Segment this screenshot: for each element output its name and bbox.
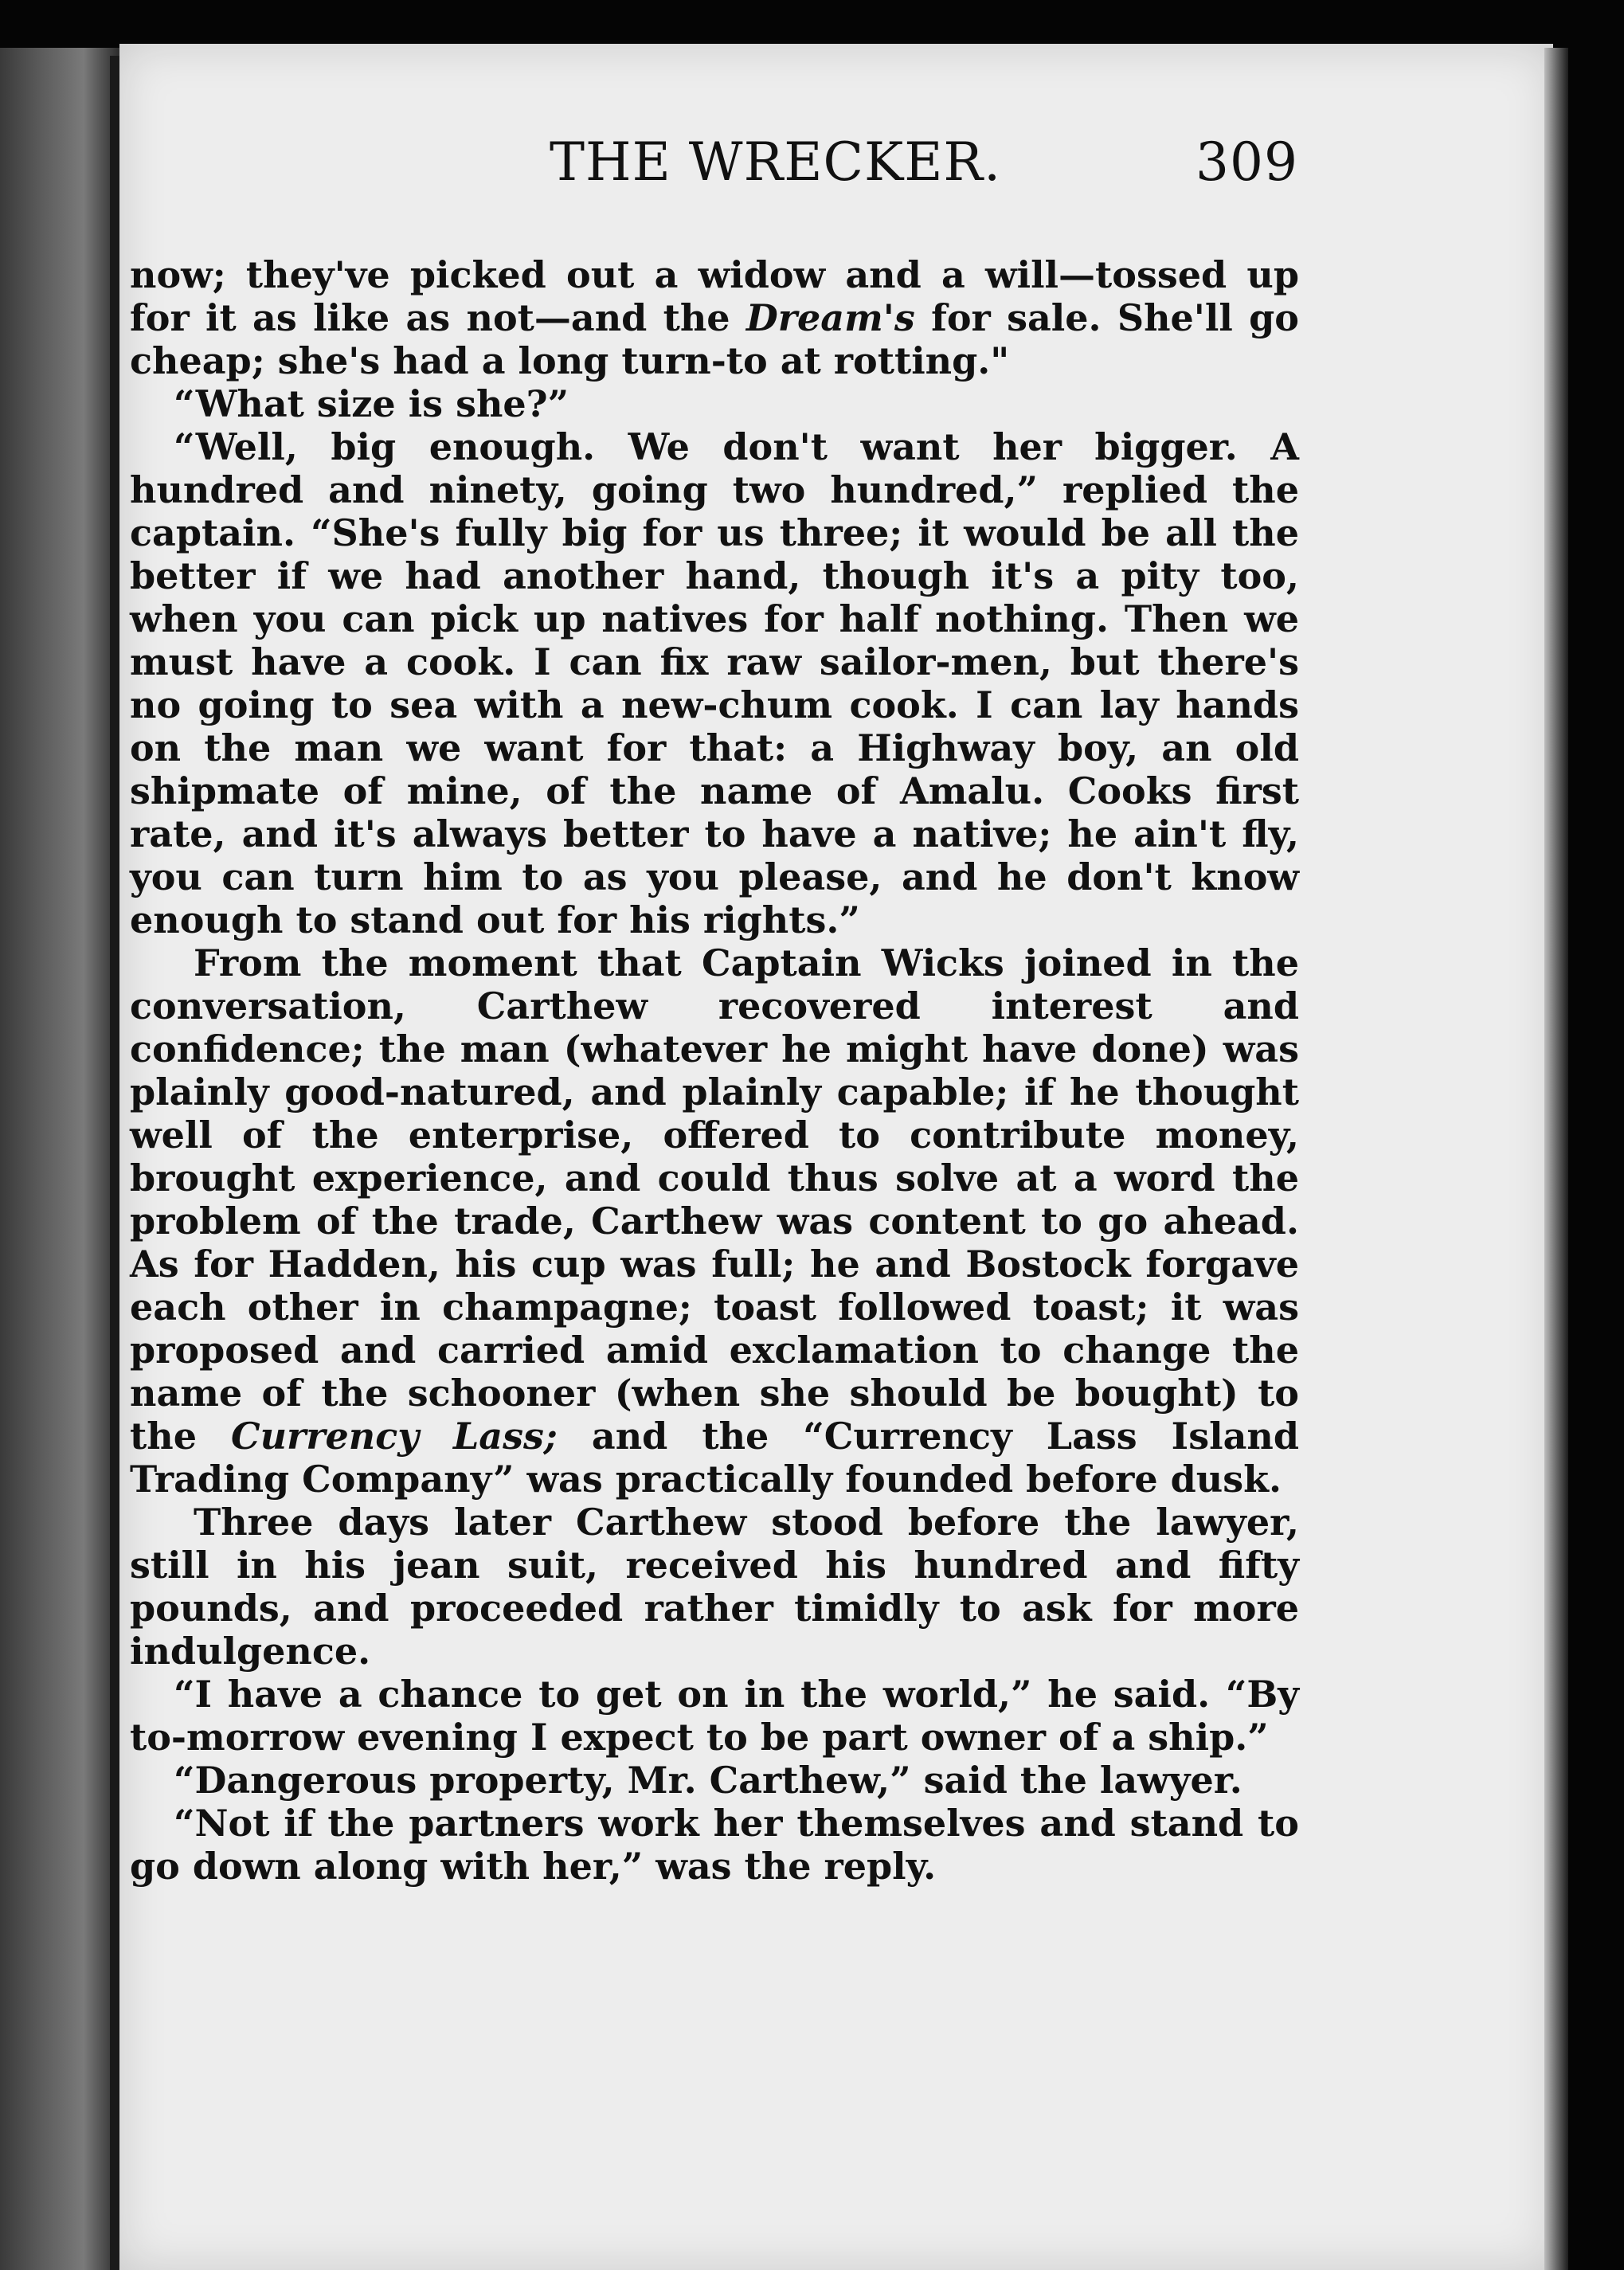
- paragraph-2: “What size is she?”: [174, 382, 569, 425]
- paragraph-8: “Not if the partners work her themselves and stand to go down along with her,” was the reply.: [130, 1802, 1299, 1888]
- paragraph-4-text-b: and the “Currency Lass Island Trading Company” was practically founded before dusk.: [130, 1415, 1299, 1501]
- paragraph-6: “I have a chance to get on in the world,” he said. “By to-morrow evening I expect to be part owner of a ship.”: [130, 1673, 1299, 1759]
- body-text: [130, 253, 1299, 1888]
- page-edge-shadow: [1544, 48, 1568, 2270]
- paragraph-1-text-a: now; they've picked out a widow and a will—tossed up for it as like as not—and the: [130, 253, 1299, 339]
- paragraph-3: “Well, big enough. We don't want her bigger. A hundred and ninety, going two hundred,” replied the captain. “She's fully big for us three; it would be all the better if we had another hand, though it's a pity too, when you can pick up natives for half nothing. Then we must have a cook. I can fix raw sailor-men, but there's no going to sea with a new-chum cook. I can lay hands on the man we want for that: a Highway boy, an old shipmate of mine, of the name of Amalu. Cooks first rate, and it's always better to have a native; he ain't fly, you can turn him to as you please, and he don't know enough to stand out for his rights.”: [130, 425, 1299, 941]
- ship-name-dream: Dream's: [745, 296, 915, 339]
- paragraph-4: [130, 941, 1299, 1501]
- paragraph-1-text-b: for sale. She'll go cheap; she's had a long turn-to at rotting.": [130, 296, 1299, 382]
- page-header: [127, 131, 1298, 203]
- paragraph-4-text-a: From the moment that Captain Wicks joined in the conversation, Carthew recovered interest and confidence; the man (whatever he might have done) was plainly good-natured, and plainly capable; if he thought well of the enterprise, offered to contribute money, brought experience, and could thus solve at a word the problem of the trade, Carthew was content to go ahead. As for Hadden, his cup was full; he and Bostock forgave each other in champagne; toast followed toast; it was proposed and carried amid exclamation to change the name of the schooner (when she should be bought) to the: [130, 941, 1299, 1458]
- paragraph-5: Three days later Carthew stood before the lawyer, still in his jean suit, received his hundred and fifty pounds, and proceeded rather timidly to ask for more indulgence.: [130, 1501, 1299, 1673]
- ship-name-currency-lass: Currency Lass;: [230, 1415, 558, 1458]
- paragraph-7: “Dangerous property, Mr. Carthew,” said the lawyer.: [174, 1759, 1242, 1802]
- running-head: THE WRECKER.: [550, 131, 1002, 193]
- page-number: 309: [1195, 131, 1298, 193]
- facing-page-edge: [0, 48, 119, 2270]
- paragraph-1: [130, 253, 1299, 382]
